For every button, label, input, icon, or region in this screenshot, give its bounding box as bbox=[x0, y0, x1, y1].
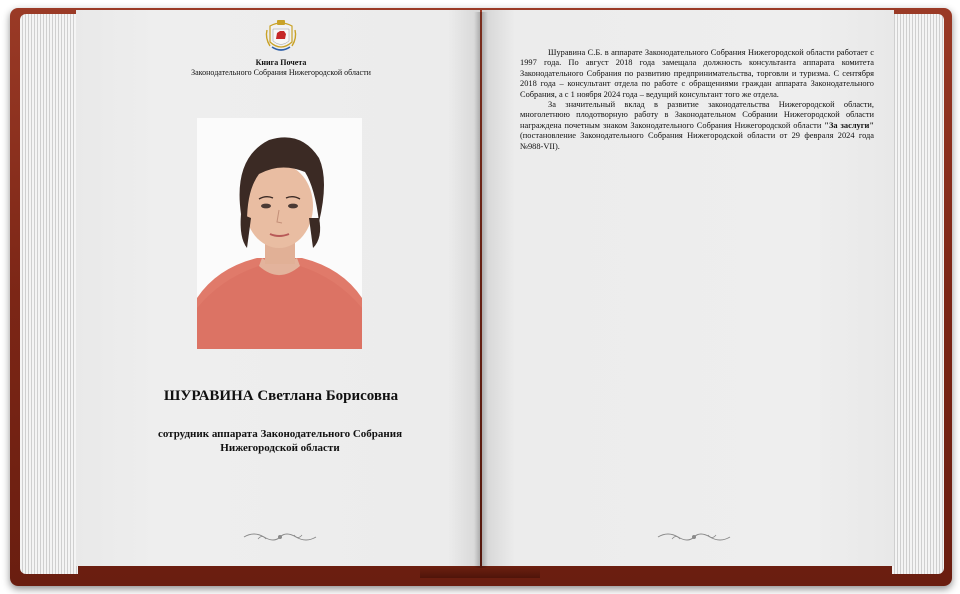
biography-paragraph-1: Шуравина С.Б. в аппарате Законодательного Собрания Нижегородской области работает с 1997 года. По август 2018 года замещала должность консультанта аппарата комитета Законодательного Собрания по развитию предпринимательства, торговли и туризма. С сентября 2018 года – консультант отдела по работе с обращениями граждан аппарата Законодательного Собрания, а с 1 ноября 2024 года – ведущий консультант того же отдела. bbox=[520, 48, 874, 99]
person-name: ШУРАВИНА Светлана Борисовна bbox=[163, 388, 399, 404]
book-title-block bbox=[150, 58, 412, 78]
biography-award-intro: За значительный вклад в развитие законодательства Нижегородской области, многолетнюю плодотворную работу в Законодательном Собрании Нижегородской области награждена почетным знаком Законодательного Собрания Нижегородской области bbox=[520, 100, 874, 130]
person-role-line-2: Нижегородской области bbox=[220, 442, 340, 454]
book-title: Книга Почета bbox=[255, 58, 307, 67]
person-role-line-1: сотрудник аппарата Законодательного Собрания bbox=[157, 428, 403, 440]
book-spine-shadow bbox=[474, 12, 488, 568]
biography-text bbox=[520, 48, 874, 152]
left-page-stack bbox=[20, 14, 78, 574]
portrait-photo bbox=[197, 118, 362, 349]
right-page-stack bbox=[892, 14, 944, 574]
person-role bbox=[110, 427, 450, 455]
flourish-ornament-icon bbox=[654, 530, 734, 544]
biography-award-decree: (постановление Законодательного Собрания Нижегородской области от 29 февраля 2024 года №988-VII). bbox=[520, 131, 874, 151]
biography-paragraph-2 bbox=[520, 100, 874, 152]
coat-of-arms-icon bbox=[264, 16, 298, 54]
award-name: "За заслуги" bbox=[824, 120, 874, 130]
flourish-ornament-icon bbox=[240, 530, 320, 544]
book-subtitle: Законодательного Собрания Нижегородской области bbox=[191, 68, 371, 77]
